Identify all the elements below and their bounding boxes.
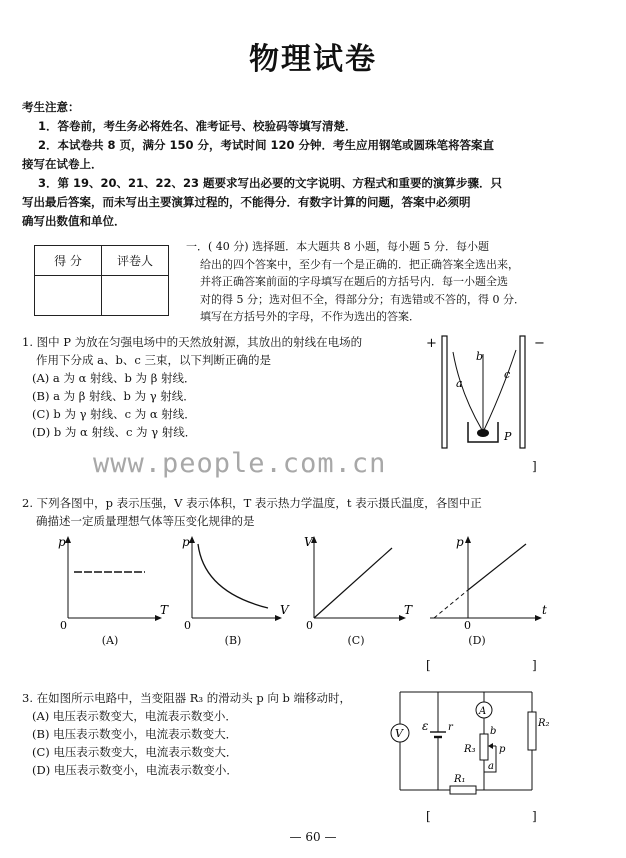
q2-bracket-close: ] <box>532 658 537 672</box>
graph-b-caption: (B) <box>224 634 242 647</box>
q1-option-d: (D) b 为 α 射线、c 为 γ 射线． <box>32 425 197 439</box>
q2-stem-line-2: 确描述一定质量理想气体等压变化规律的是 <box>36 514 255 528</box>
graph-c-line <box>314 548 392 618</box>
q3-option-d: (D) 电压表示数变小，电流表示数变小． <box>32 763 238 777</box>
ray-a <box>453 352 482 430</box>
minus-label: − <box>534 336 545 351</box>
q1-option-b: (B) a 为 β 射线、b 为 γ 射线． <box>32 389 195 403</box>
graph-d-y-arrow <box>465 536 471 543</box>
rheostat-r3 <box>480 734 488 760</box>
graph-d-line <box>468 544 526 590</box>
q3-bracket-open: [ <box>426 809 431 823</box>
question-3 <box>22 689 351 779</box>
notes-item-3-line-3: 确写出数值和单位． <box>22 214 126 228</box>
q1-option-a: (A) a 为 α 射线、b 为 β 射线． <box>32 371 196 385</box>
page-title: 物理试卷 <box>249 42 377 77</box>
watermark: www.people.com.cn <box>93 448 387 479</box>
section-1-line-2: 给出的四个答案中，至少有一个是正确的．把正确答案全选出来， <box>200 257 519 271</box>
slider-arrow <box>488 743 493 749</box>
graph-c-caption: (C) <box>347 634 365 647</box>
q1-field-figure <box>420 332 550 452</box>
r3-label: R₃ <box>464 744 476 755</box>
graph-a-y-label: p <box>58 535 66 549</box>
notes-item-2-line-2: 接写在试卷上． <box>22 157 103 171</box>
graph-b-x-label: V <box>280 603 289 617</box>
q3-circuit-figure <box>384 686 556 802</box>
notes-item-3-line-1: 3．第 19、20、21、22、23 题要求写出必要的文字说明、方程式和重要的演算步骤．只 <box>38 176 503 190</box>
graph-a-x-label: T <box>160 603 169 617</box>
graph-b <box>176 532 296 632</box>
graph-d-x-label: t <box>542 603 547 617</box>
voltmeter-label: V <box>395 727 403 740</box>
section-1-instructions <box>186 238 596 326</box>
plus-label: + <box>426 336 437 351</box>
internal-resistance-label: r <box>448 722 453 733</box>
r1-label: R₁ <box>454 774 466 785</box>
graph-d <box>426 532 556 632</box>
end-b-label: b <box>490 726 497 737</box>
notes-item-3-line-2: 写出最后答案，而未写出主要演算过程的，不能得分．有数字计算的问题，答案中必须明 <box>22 195 471 209</box>
q3-option-c: (C) 电压表示数变大，电流表示数变大． <box>32 745 238 759</box>
emf-label: ε <box>422 719 429 733</box>
graph-b-curve <box>198 544 268 608</box>
graph-c <box>298 532 422 632</box>
score-table <box>34 245 169 316</box>
ray-b-label: b <box>476 350 484 363</box>
source-dot <box>477 429 489 437</box>
q3-option-a: (A) 电压表示数变大，电流表示数变小． <box>32 709 237 723</box>
r2-label: R₂ <box>538 718 550 729</box>
section-1-line-1: 一．( 40 分) 选择题．本大题共 8 小题，每小题 5 分．每小题 <box>186 240 490 253</box>
section-1-line-4: 对的得 5 分；选对但不全，得部分分；有选错或不答的，得 0 分． <box>200 292 525 306</box>
q1-stem-line-2: 作用下分成 a、b、c 三束，以下判断正确的是 <box>36 353 271 367</box>
end-a-label: a <box>488 761 494 772</box>
graph-b-y-arrow <box>189 536 195 543</box>
q1-answer-bracket: ] <box>532 459 537 473</box>
section-1-line-5: 填写在方括号外的字母，不作为选出的答案． <box>200 310 420 323</box>
graph-a <box>52 532 176 632</box>
q1-stem-line-1: 1. 图中 P 为放在匀强电场中的天然放射源，其放出的射线在电场的 <box>22 335 363 349</box>
graph-d-caption: (D) <box>468 634 486 647</box>
right-plate <box>520 336 525 448</box>
q3-option-b: (B) 电压表示数变小，电流表示数变大． <box>32 727 238 741</box>
q2-bracket-open: [ <box>426 658 431 672</box>
graph-d-x-arrow <box>535 615 542 621</box>
graph-a-caption: (A) <box>101 634 119 647</box>
graph-c-origin: 0 <box>306 619 313 632</box>
resistor-r2 <box>528 712 536 750</box>
notes-block <box>22 98 602 231</box>
resistor-r1 <box>450 786 476 794</box>
ray-c-label: c <box>504 368 511 381</box>
q3-bracket-close: ] <box>532 809 537 823</box>
page-number: — 60 — <box>289 830 337 844</box>
question-1 <box>22 333 362 441</box>
notes-heading: 考生注意： <box>22 100 80 114</box>
ray-c <box>484 350 516 430</box>
graph-b-origin: 0 <box>184 619 191 632</box>
score-cell[interactable] <box>35 276 102 316</box>
graph-d-y-label: p <box>456 535 464 549</box>
slider-p-label: p <box>499 744 506 755</box>
ray-a-label: a <box>456 377 463 390</box>
grader-header: 评卷人 <box>102 246 169 276</box>
notes-item-1: 1．答卷前，考生务必将姓名、准考证号、校验码等填写清楚． <box>38 119 357 133</box>
ammeter-label: A <box>479 706 487 717</box>
score-header: 得 分 <box>35 246 102 276</box>
graph-c-y-label: V <box>304 535 313 549</box>
graph-a-origin: 0 <box>60 619 67 632</box>
graph-d-extrapolation <box>434 590 468 618</box>
grader-cell[interactable] <box>102 276 169 316</box>
section-1-line-3: 并将正确答案前面的字母填写在题后的方括号内．每一小题全选 <box>200 275 508 288</box>
source-label: P <box>504 430 512 443</box>
question-2 <box>22 494 482 530</box>
q3-stem: 3. 在如图所示电路中，当变阻器 R₃ 的滑动头 p 向 b 端移动时， <box>22 691 352 705</box>
left-plate <box>442 336 447 448</box>
q2-stem-line-1: 2. 下列各图中，p 表示压强，V 表示体积，T 表示热力学温度，t 表示摄氏温度，各图中正 <box>22 496 482 510</box>
q1-option-c: (C) b 为 γ 射线、c 为 α 射线． <box>32 407 196 421</box>
notes-item-2-line-1: 2．本试卷共 8 页，满分 150 分，考试时间 120 分钟．考生应用钢笔或圆珠笔将答案直 <box>38 138 495 152</box>
graph-b-y-label: p <box>182 535 190 549</box>
graph-a-y-arrow <box>65 536 71 543</box>
graph-d-origin: 0 <box>464 619 471 632</box>
graph-c-x-label: T <box>404 603 413 617</box>
